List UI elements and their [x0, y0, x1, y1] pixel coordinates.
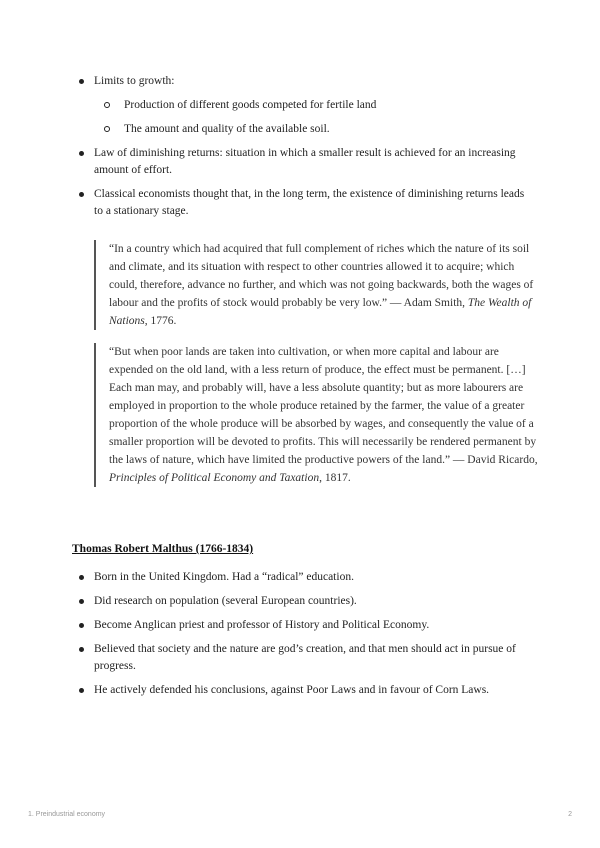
quote-ricardo-work: Principles of Political Economy and Taxation	[109, 472, 320, 484]
sub-item-fertile-land: Production of different goods competed for fertile land	[102, 97, 528, 114]
limits-label: Limits to growth:	[94, 75, 175, 87]
section-heading-malthus: Thomas Robert Malthus (1766-1834)	[72, 543, 254, 555]
bullet-list-growth	[78, 73, 528, 227]
quote-smith-work: The Wealth of Nations	[109, 297, 532, 327]
quote-smith-year: , 1776.	[144, 315, 177, 327]
footer-chapter: 1. Preindustrial economy	[28, 811, 106, 818]
quote-david-ricardo	[94, 343, 539, 487]
list-item-malthus-laws: He actively defended his conclusions, against Poor Laws and in favour of Corn Laws.	[78, 682, 528, 699]
footer-page-number: 2	[568, 811, 572, 818]
bullet-list-malthus	[78, 569, 528, 706]
list-item-malthus-born: Born in the United Kingdom. Had a “radical” education.	[78, 569, 528, 586]
list-item-malthus-belief: Believed that society and the nature are god’s creation, and that men should act in pursue of progress.	[78, 641, 528, 675]
list-item-malthus-research: Did research on population (several European countries).	[78, 593, 528, 610]
list-item-malthus-priest: Become Anglican priest and professor of History and Political Economy.	[78, 617, 528, 634]
quote-ricardo-year: , 1817.	[319, 472, 351, 484]
quote-ricardo-text: “But when poor lands are taken into cultivation, or when more capital and labour are expended on the old land, with a less return of produce, the effect must be permanent. […] Each man may, and probably will, have a less absolute quantity; but as more labourers are employed in proportion to the whole produce retained by the farmer, the value of a greater proportion of the whole produce will be absorbed by wages, and consequently the value of a smaller proportion will be devoted to profits. This will necessarily be rendered permanent by the laws of nature, which have limited the productive powers of the land.” — David Ricardo,	[109, 346, 538, 466]
sub-item-soil: The amount and quality of the available soil.	[102, 121, 528, 138]
quote-smith-text: “In a country which had acquired that full complement of riches which the nature of its soil and climate, and its situation with respect to other countries allowed it to acquire; which could, therefore, advance no further, and which was not going backwards, both the wages of labour and the profits of stock would probably be very low.” — Adam Smith,	[109, 243, 534, 309]
list-item-classical-economists: Classical economists thought that, in the long term, the existence of diminishing returns leads to a stationary stage.	[78, 186, 528, 220]
list-item-limits	[78, 73, 528, 138]
quote-adam-smith	[94, 240, 539, 330]
sub-list-limits	[94, 97, 528, 138]
list-item-diminishing-returns: Law of diminishing returns: situation in which a smaller result is achieved for an increasing amount of effort.	[78, 145, 528, 179]
